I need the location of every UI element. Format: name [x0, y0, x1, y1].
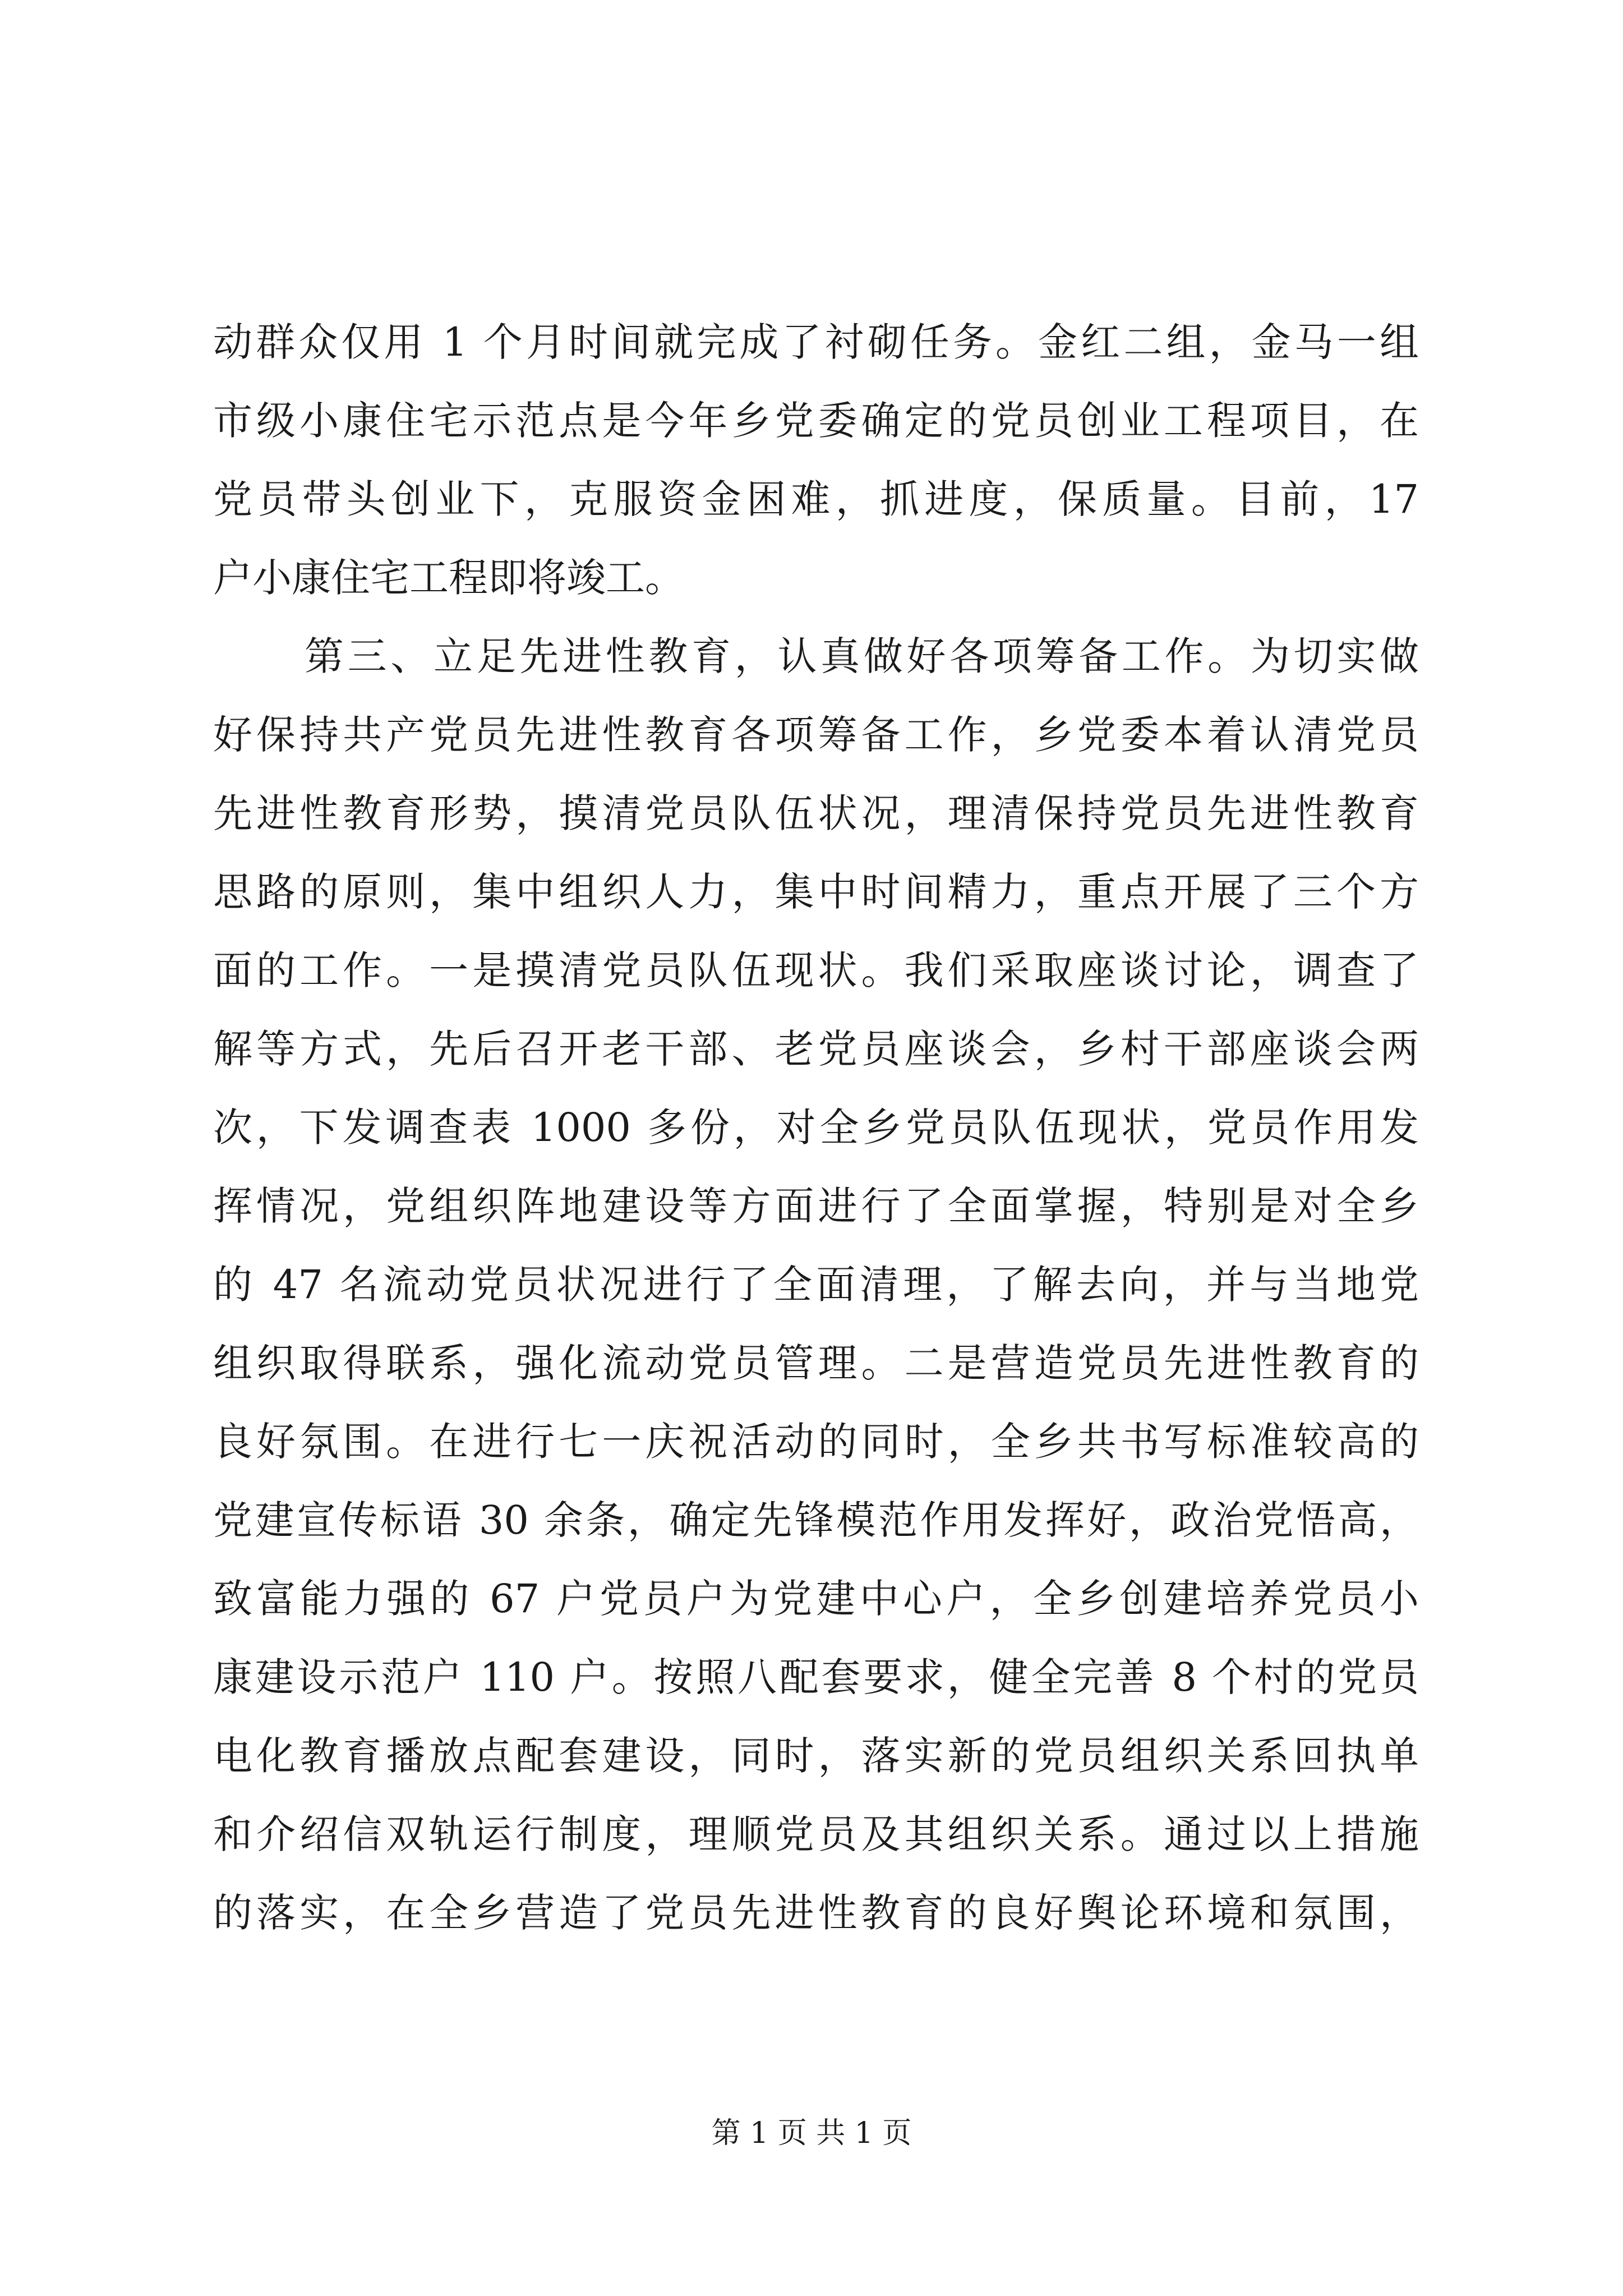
text-line-21: 的落实，在全乡营造了党员先进性教育的良好舆论环境和氛围， [213, 1890, 1419, 1936]
text-line-19: 电化教育播放点配套建设，同时，落实新的党员组织关系回执单 [213, 1733, 1419, 1779]
text-line-6: 好保持共产党员先进性教育各项筹备工作，乡党委本着认清党员 [213, 712, 1419, 758]
text-line-5: 第三、立足先进性教育，认真做好各项筹备工作。为切实做 [305, 633, 1419, 679]
text-line-4: 户小康住宅工程即将竣工。 [213, 555, 684, 601]
text-line-3: 党员带头创业下，克服资金困难，抓进度，保质量。目前，17 [213, 476, 1419, 522]
text-line-20: 和介绍信双轨运行制度，理顺党员及其组织关系。通过以上措施 [213, 1811, 1419, 1857]
text-line-8: 思路的原则，集中组织人力，集中时间精力，重点开展了三个方 [213, 869, 1419, 915]
text-line-11: 次，下发调查表 1000 多份，对全乡党员队伍现状，党员作用发 [213, 1105, 1419, 1151]
body-text [213, 303, 1419, 1952]
text-line-10: 解等方式，先后召开老干部、老党员座谈会，乡村干部座谈会两 [213, 1026, 1419, 1072]
text-line-15: 良好氛围。在进行七一庆祝活动的同时，全乡共书写标准较高的 [213, 1419, 1419, 1465]
text-line-16: 党建宣传标语 30 余条，确定先锋模范作用发挥好，政治党悟高， [213, 1497, 1419, 1543]
text-line-17: 致富能力强的 67 户党员户为党建中心户，全乡创建培养党员小 [213, 1576, 1419, 1622]
text-line-12: 挥情况，党组织阵地建设等方面进行了全面掌握，特别是对全乡 [213, 1183, 1419, 1229]
text-line-13: 的 47 名流动党员状况进行了全面清理，了解去向，并与当地党 [213, 1262, 1419, 1308]
text-line-14: 组织取得联系，强化流动党员管理。二是营造党员先进性教育的 [213, 1340, 1419, 1386]
page-footer: 第 1 页 共 1 页 [711, 2116, 912, 2150]
text-line-18: 康建设示范户 110 户。按照八配套要求，健全完善 8 个村的党员 [213, 1654, 1419, 1700]
text-line-9: 面的工作。一是摸清党员队伍现状。我们采取座谈讨论，调查了 [213, 947, 1419, 993]
text-line-7: 先进性教育形势，摸清党员队伍状况，理清保持党员先进性教育 [213, 790, 1419, 836]
text-line-2: 市级小康住宅示范点是今年乡党委确定的党员创业工程项目，在 [213, 398, 1419, 444]
text-line-1: 动群众仅用 1 个月时间就完成了衬砌任务。金红二组，金马一组 [213, 319, 1419, 365]
